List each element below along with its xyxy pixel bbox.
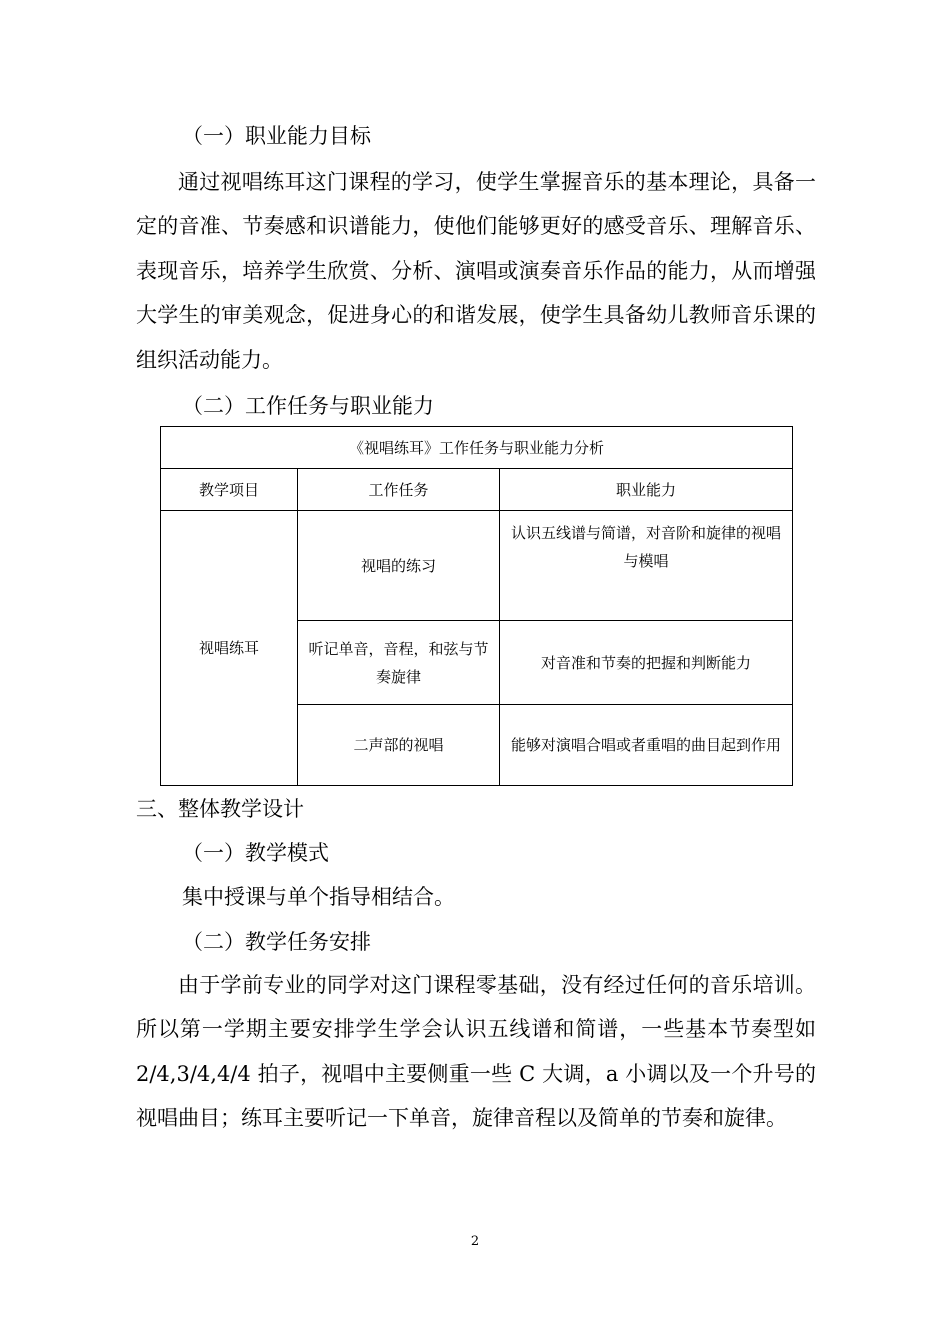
task-arrangement-heading: （二）教学任务安排 [182, 930, 371, 954]
table-header-row [161, 469, 793, 511]
page-number: 2 [470, 1234, 480, 1249]
career-goal-paragraph: 通过视唱练耳这门课程的学习，使学生掌握音乐的基本理论，具备一定的音准、节奏感和识谱能力，使他们能够更好的感受音乐、理解音乐、表现音乐，培养学生欣赏、分析、演唱或演奏音乐作品的能力，从而增强大学生的审美观念，促进身心的和谐发展，使学生具备幼儿教师音乐课的组织活动能力。 [136, 170, 816, 372]
task-arrangement-paragraph: 由于学前专业的同学对这门课程零基础，没有经过任何的音乐培训。所以第一学期主要安排学生学会认识五线谱和简谱，一些基本节奏型如 2/4,3/4,4/4 拍子，视唱中主要侧重一些 C 大调，a 小调以及一个升号的视唱曲目；练耳主要听记一下单音，旋律音程以及简单的节奏和旋律。 [136, 973, 816, 1131]
career-goal-heading: （一）职业能力目标 [182, 124, 371, 148]
column-header-ability: 职业能力 [500, 469, 793, 511]
column-header-project: 教学项目 [161, 469, 298, 511]
task-cell: 二声部的视唱 [298, 705, 500, 786]
tasks-heading: （二）工作任务与职业能力 [182, 394, 434, 418]
analysis-table [160, 426, 793, 786]
ability-cell: 能够对演唱合唱或者重唱的曲目起到作用 [500, 705, 793, 786]
teaching-mode-text: 集中授课与单个指导相结合。 [182, 885, 455, 909]
table-row [161, 511, 793, 621]
ability-cell: 对音准和节奏的把握和判断能力 [500, 621, 793, 705]
section3-heading: 三、整体教学设计 [136, 797, 304, 821]
ability-cell: 认识五线谱与简谱，对音阶和旋律的视唱与模唱 [500, 511, 793, 621]
task-cell: 视唱的练习 [298, 511, 500, 621]
task-cell: 听记单音，音程，和弦与节奏旋律 [298, 621, 500, 705]
column-header-task: 工作任务 [298, 469, 500, 511]
project-cell: 视唱练耳 [161, 511, 298, 786]
teaching-mode-heading: （一）教学模式 [182, 841, 329, 865]
table-title: 《视唱练耳》工作任务与职业能力分析 [161, 427, 793, 469]
